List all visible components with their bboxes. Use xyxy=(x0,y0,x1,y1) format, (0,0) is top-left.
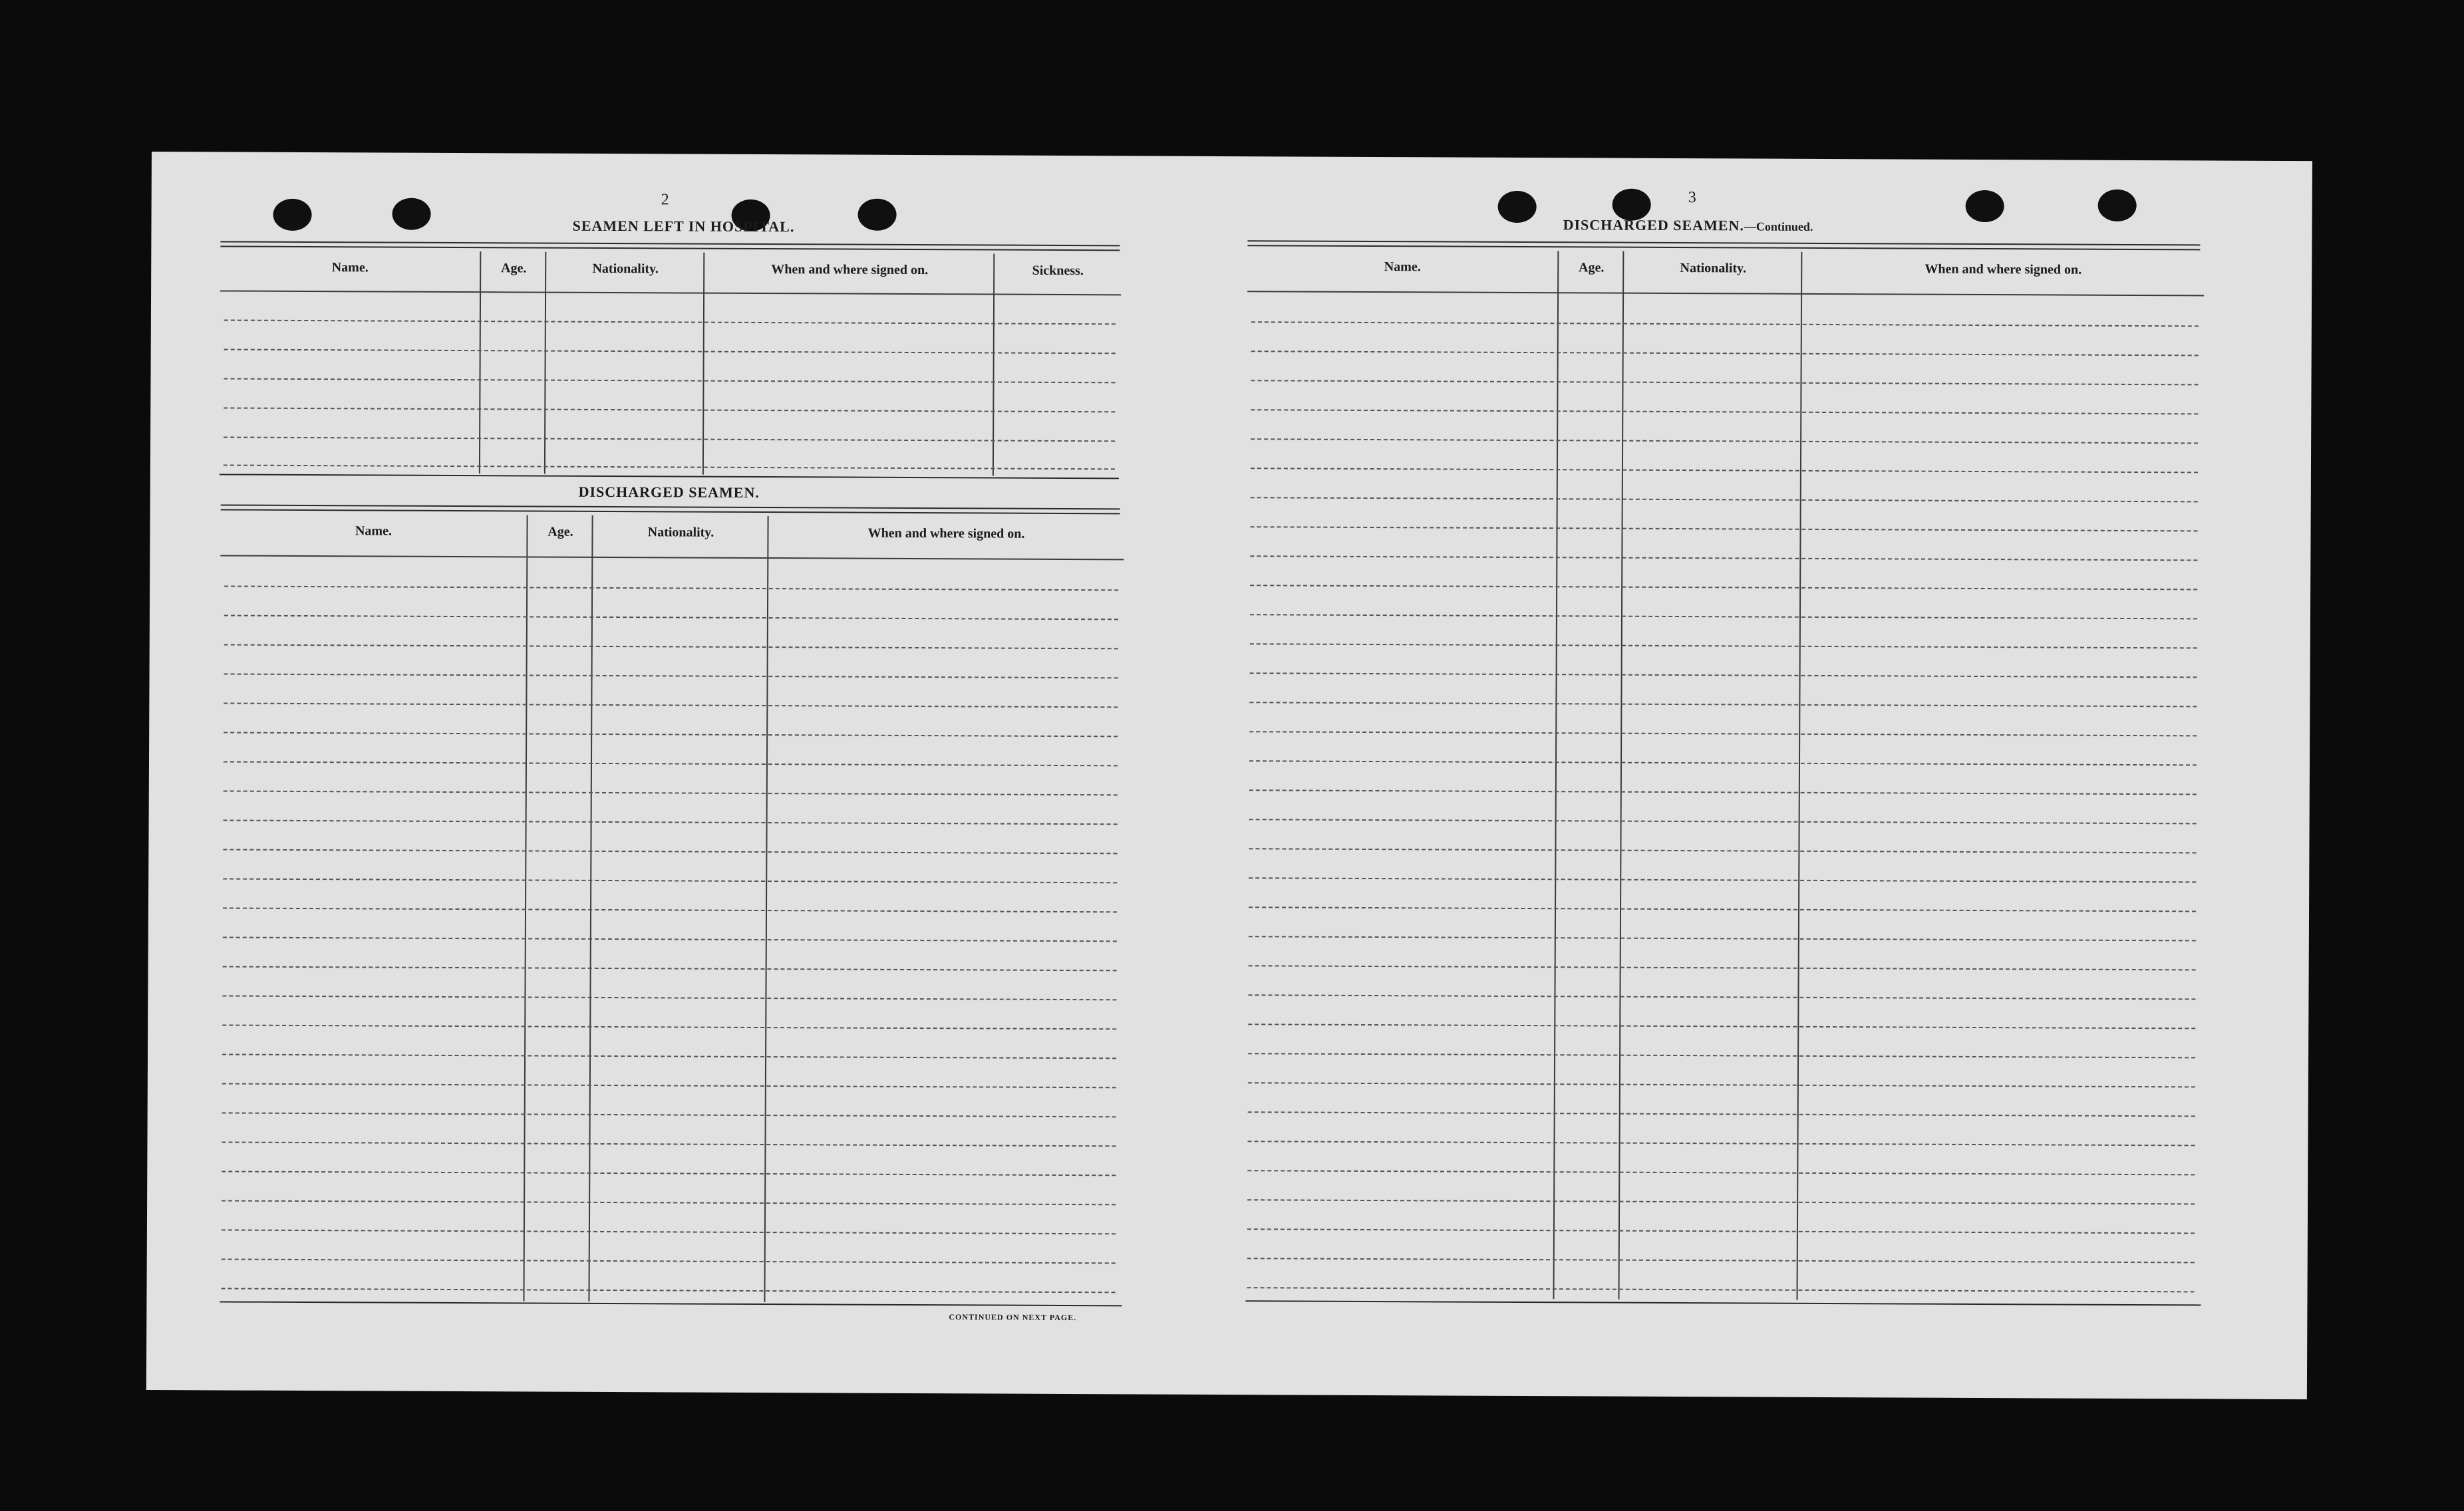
right-col-signed-on: When and where signed on. xyxy=(1802,252,2204,297)
right-col-name: Name. xyxy=(1247,249,1557,293)
hospital-table xyxy=(220,250,1120,476)
right-top-rule xyxy=(1247,240,2200,250)
discharged-col-age: Age. xyxy=(528,515,593,557)
hospital-col-nationality: Nationality. xyxy=(546,252,704,294)
hospital-col-name: Name. xyxy=(220,250,480,293)
hospital-top-rule xyxy=(220,241,1120,251)
discharged-table-left xyxy=(217,513,1122,1304)
discharged-continued-title-text: DISCHARGED SEAMEN. xyxy=(1563,216,1744,234)
punch-hole xyxy=(392,198,430,230)
punch-hole xyxy=(1613,189,1651,221)
hospital-col-signed-on: When and where signed on. xyxy=(704,253,995,295)
discharged-col-name: Name. xyxy=(220,513,526,557)
discharged-col-signed-on: When and where signed on. xyxy=(768,516,1124,560)
right-page-number: 3 xyxy=(1688,189,1696,207)
continued-suffix: —Continued. xyxy=(1744,219,1813,233)
ledger-sheet xyxy=(146,152,2312,1399)
discharged-continued-title xyxy=(1515,216,1861,235)
hospital-section-title: SEAMEN LEFT IN HOSPITAL. xyxy=(572,217,795,235)
discharged-section-title: DISCHARGED SEAMEN. xyxy=(578,483,760,501)
continued-note: CONTINUED ON NEXT PAGE. xyxy=(949,1312,1077,1323)
punch-hole xyxy=(857,199,896,231)
punch-hole xyxy=(2098,190,2137,221)
left-page-number: 2 xyxy=(661,191,669,209)
hospital-col-age: Age. xyxy=(481,251,546,293)
discharged-top-rule xyxy=(221,504,1120,514)
punch-hole xyxy=(273,199,311,231)
discharged-table-right xyxy=(1243,249,2203,1302)
discharged-col-nationality: Nationality. xyxy=(593,515,768,559)
punch-hole xyxy=(1966,190,2004,222)
hospital-col-sickness: Sickness. xyxy=(995,254,1121,296)
right-col-nationality: Nationality. xyxy=(1624,251,1802,295)
right-col-age: Age. xyxy=(1559,251,1624,293)
